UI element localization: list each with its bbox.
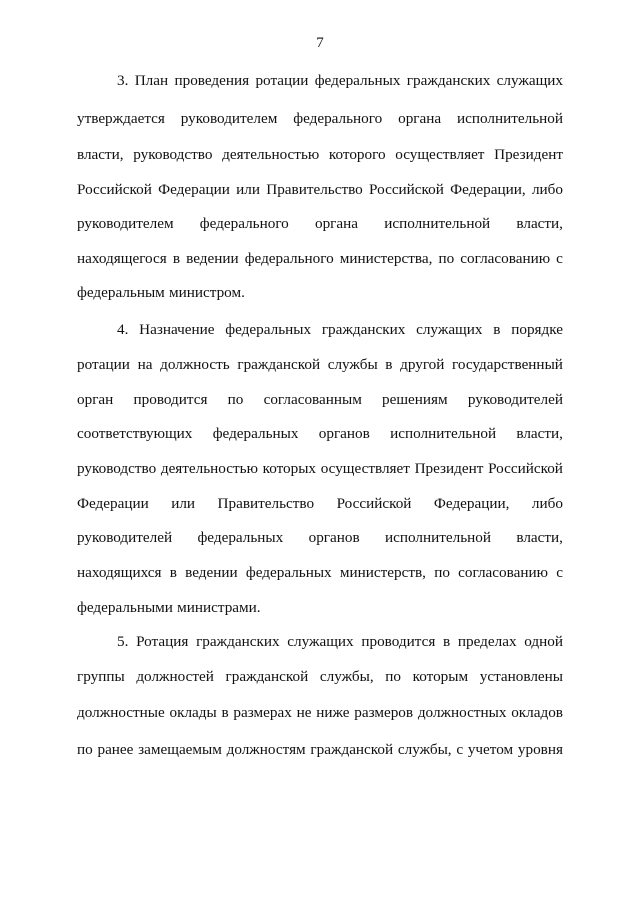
page-number: 7 [316,35,324,51]
paragraph-3-line-1: 5. Ротация гражданских служащих проводится в пределах одной [117,633,563,650]
paragraph-2-line-4: соответствующих федеральных органов исполнительной власти, [77,425,563,442]
paragraph-2-line-2: ротации на должность гражданской службы в другой государственный [77,356,563,373]
paragraph-2-line-1: 4. Назначение федеральных гражданских служащих в порядке [117,321,563,338]
paragraph-2-line-5: руководство деятельностью которых осуществляет Президент Российской [77,460,563,477]
paragraph-2-line-8: находящихся в ведении федеральных министерств, по согласованию с [77,564,563,581]
paragraph-3-line-4: по ранее замещаемым должностям гражданской службы, с учетом уровня [77,741,563,758]
paragraph-2-line-3: орган проводится по согласованным решениям руководителей [77,391,563,408]
paragraph-1-line-1: 3. План проведения ротации федеральных гражданских служащих [117,72,563,89]
paragraph-2-line-7: руководителей федеральных органов исполнительной власти, [77,529,563,546]
paragraph-1-line-5: руководителем федерального органа исполнительной власти, [77,215,563,232]
paragraph-3-line-3: должностные оклады в размерах не ниже размеров должностных окладов [77,704,563,721]
paragraph-1-line-6: находящегося в ведении федерального министерства, по согласованию с [77,250,563,267]
paragraph-1-line-4: Российской Федерации или Правительство Российской Федерации, либо [77,181,563,198]
paragraph-1-line-7: федеральным министром. [77,284,245,301]
paragraph-2-line-9: федеральными министрами. [77,599,261,616]
paragraph-1-line-2: утверждается руководителем федерального органа исполнительной [77,110,563,127]
paragraph-1-line-3: власти, руководство деятельностью которого осуществляет Президент [77,146,563,163]
paragraph-2-line-6: Федерации или Правительство Российской Федерации, либо [77,495,563,512]
paragraph-3-line-2: группы должностей гражданской службы, по которым установлены [77,668,563,685]
